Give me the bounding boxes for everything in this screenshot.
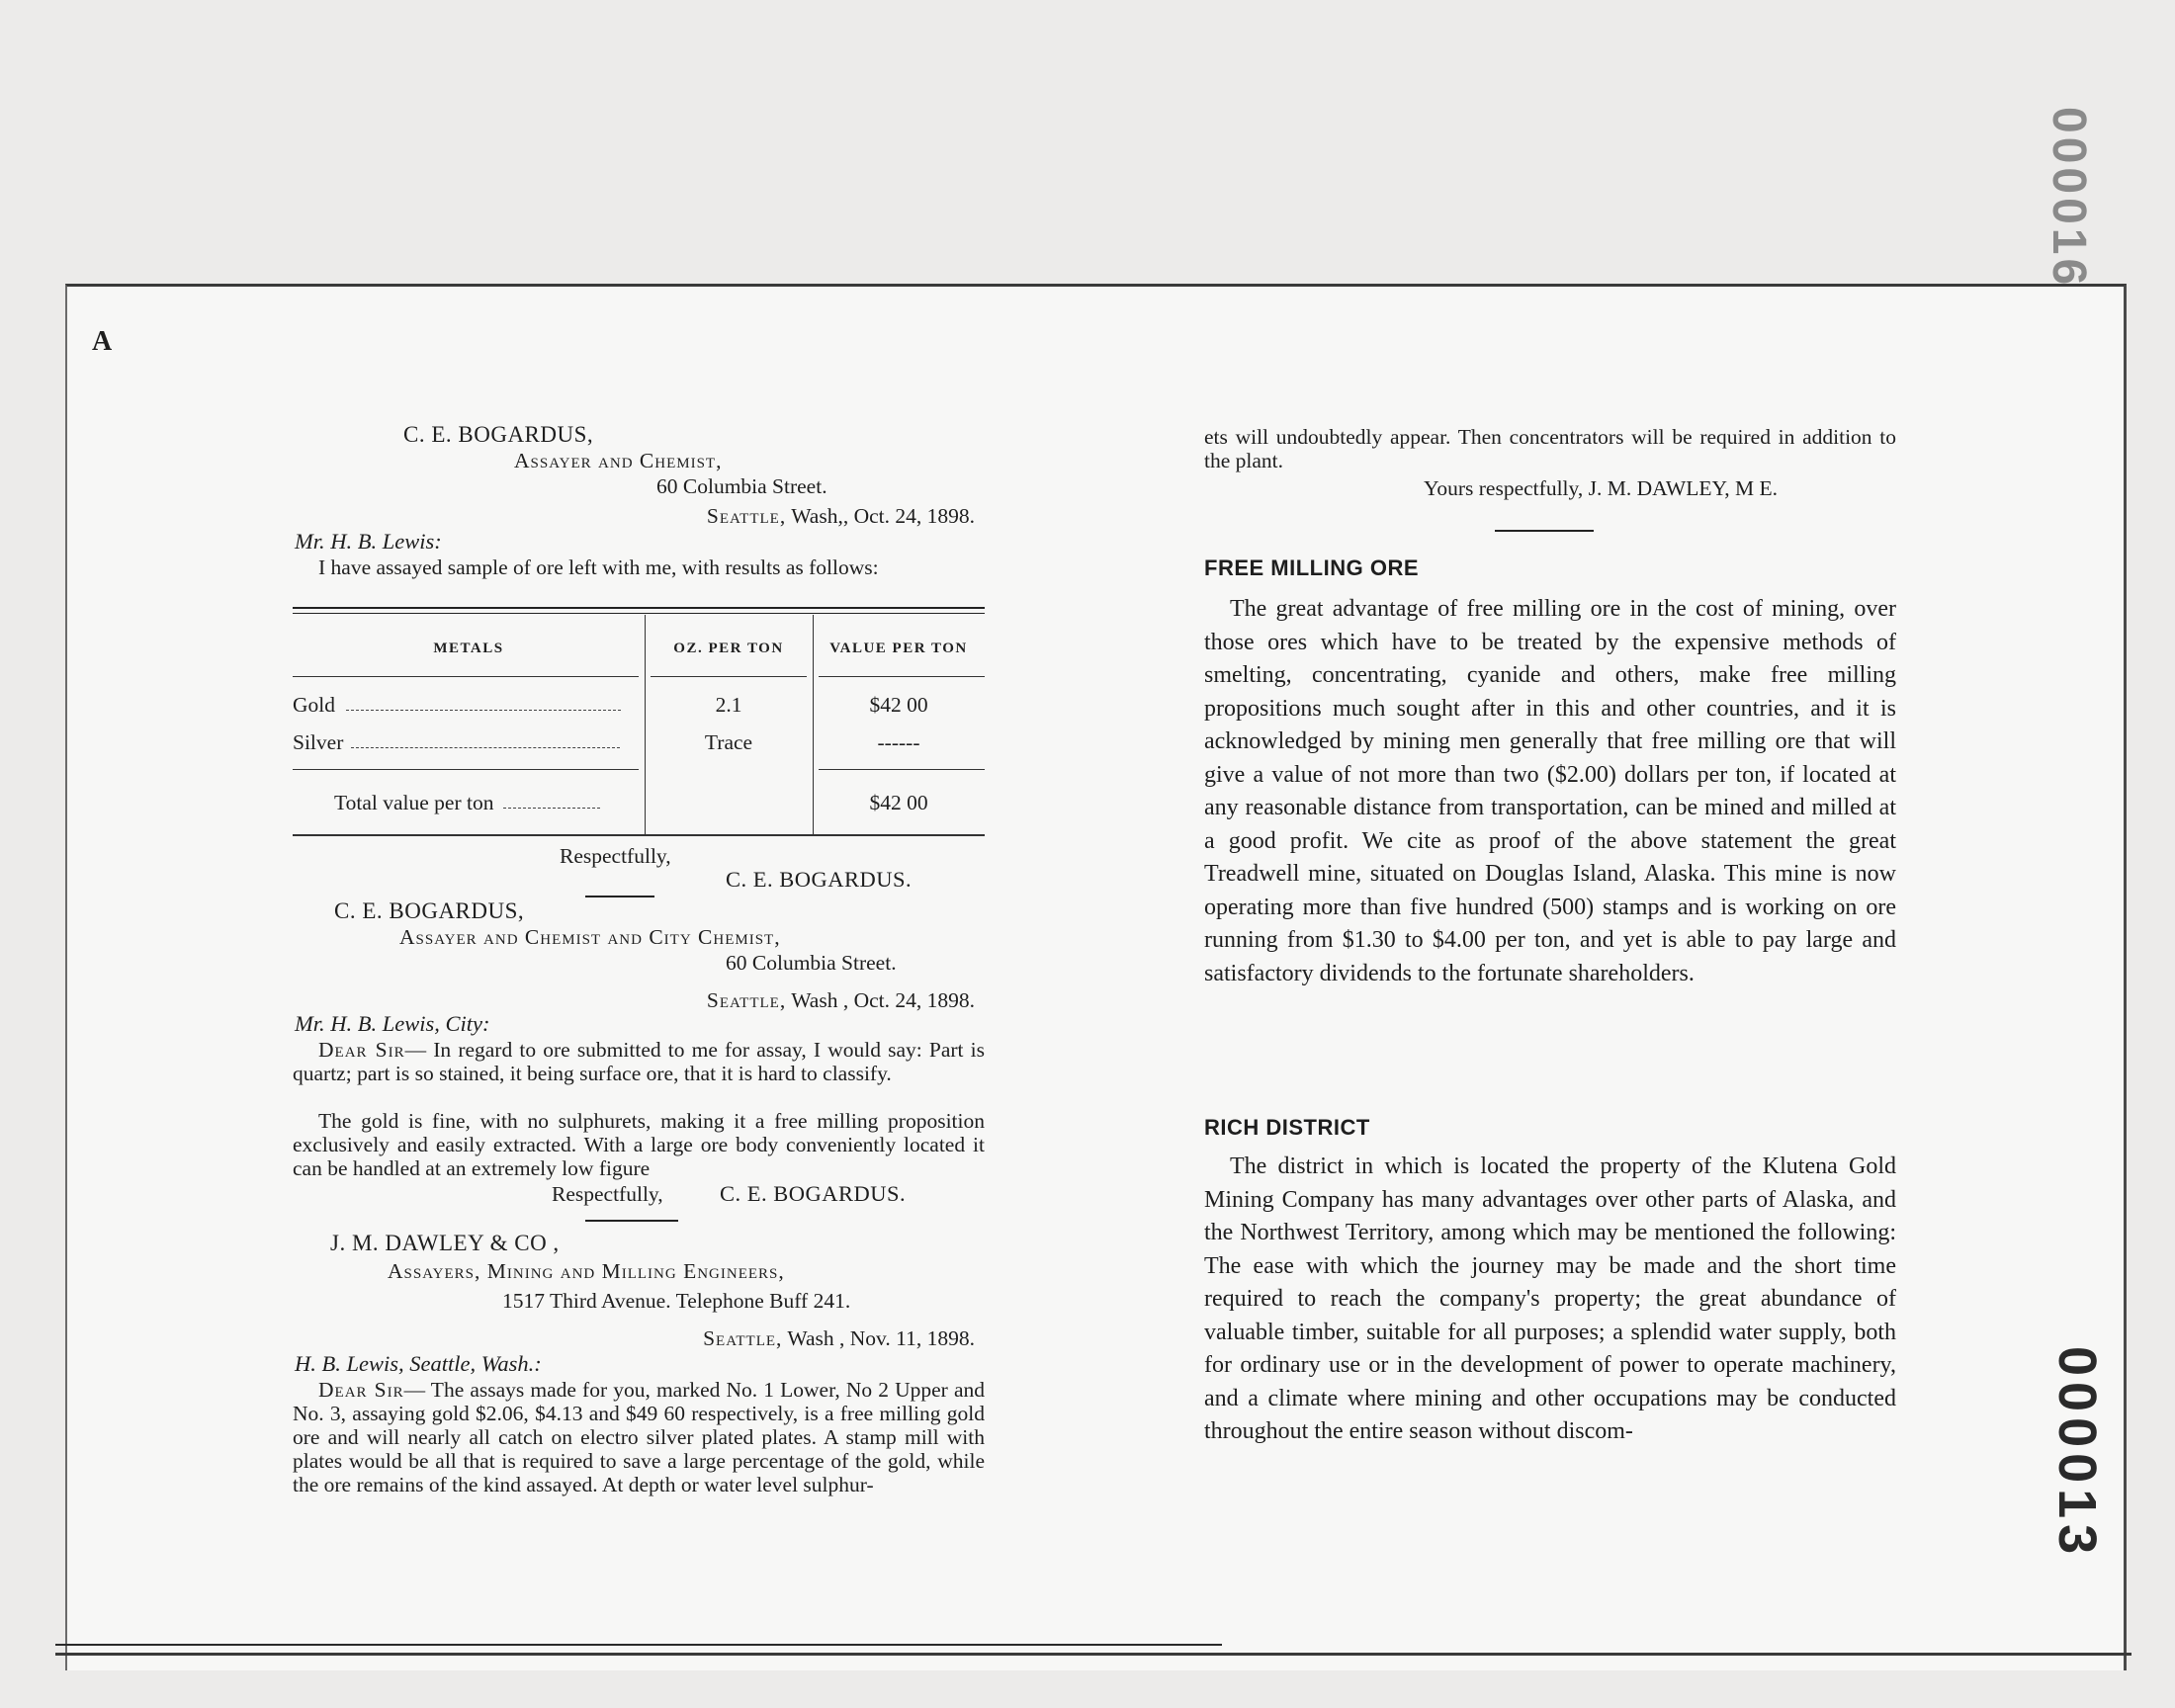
bottom-rule xyxy=(55,1644,1222,1646)
letter3-body xyxy=(293,1378,985,1496)
table-bottom-rule xyxy=(293,834,985,836)
letter3-dateline xyxy=(703,1326,975,1350)
assay-table xyxy=(293,607,985,836)
separator-rule xyxy=(585,1220,678,1222)
dear-sir: Dear Sir xyxy=(318,1038,405,1062)
section-text-rich-district: The district in which is located the property of the Klutena Gold Mining Company has many advantages over other parts of Alaska, and the Northwest Territory, among which may be mentioned the following: The ease with which the journey may be made and the short time required to reach the company's property; the great abundance of valuable timber, suitable for all purposes; a splendid water supply, both for ordinary use or in the development of power to operate machinery, and a climate where mining and other occupations may be conducted throughout the entire season without discom- xyxy=(1204,1153,1896,1444)
letter3-salutation: H. B. Lewis, Seattle, Wash.: xyxy=(295,1351,542,1376)
corner-mark: A xyxy=(92,326,113,357)
letter3-address: 1517 Third Avenue. Telephone Buff 241. xyxy=(502,1289,851,1313)
letter1-title: Assayer and Chemist, xyxy=(514,449,723,472)
total-value-cell: $42 00 xyxy=(869,791,928,814)
letter1-closing: Respectfully, xyxy=(560,844,671,868)
leader-dots xyxy=(351,741,620,748)
dear-sir: Dear Sir xyxy=(318,1378,404,1402)
letter3-city: Seattle, xyxy=(703,1326,783,1350)
letter1-address: 60 Columbia Street. xyxy=(656,474,827,498)
section-text-free-milling-ore: The great advantage of free milling ore in the cost of mining, over those ores which have to be treated by the expensive methods of smelting, concentrating, cyanide and others, make free milling propositions much sought after in this and other countries, and it is acknowledged by mining men generally that free milling ore that will give a value of not more than two ($2.00) dollars per ton, if located at any reasonable distance from transportation, can be mined and milled at a good profit. We cite as proof of the above statement the great Treadwell mine, situated on Douglas Island, Alaska. This mine is now operating more than five hundred (500) stamps and is working on ore running from $1.30 to $4.00 per ton, and yet is able to pay large and satisfactory dividends to the fortunate shareholders. xyxy=(1204,596,1896,986)
letter2-body1-text: — In regard to ore submitted to me for assay, I would say: Part is quartz; part is so stained, it being surface ore, that it is hard to classify. xyxy=(293,1038,985,1085)
table-row-silver xyxy=(293,730,620,754)
table-header-metals: METALS xyxy=(433,640,504,656)
table-row-total xyxy=(334,791,600,814)
table-top-rule xyxy=(293,607,985,614)
page-number-stamp-faded: 000016 xyxy=(2043,107,2095,290)
letter2-closing: Respectfully, xyxy=(552,1182,663,1206)
letter3-title: Assayers, Mining and Milling Engineers, xyxy=(388,1259,785,1283)
letter1-body: I have assayed sample of ore left with me, with results as follows: xyxy=(318,555,879,579)
letter3-closing: Yours respectfully, J. M. DAWLEY, M E. xyxy=(1424,476,1778,500)
table-header-rule xyxy=(651,676,807,677)
letter3-continued: ets will undoubtedly appear. Then concentrators will be required in addition to the plant. xyxy=(1204,425,1896,472)
leader-dots xyxy=(503,802,600,809)
letter1-dateline xyxy=(707,504,975,528)
letter1-date: Wash,, Oct. 24, 1898. xyxy=(791,504,975,528)
table-total-rule xyxy=(819,769,985,770)
letter2-title: Assayer and Chemist and City Chemist, xyxy=(399,925,781,949)
letter3-body-text: — The assays made for you, marked No. 1 Lower, No 2 Upper and No. 3, assaying gold $2.06, $4.13 and $49 60 respectively, is a free milling gold ore and will nearly all catch on electro silver plated plates. A stamp mill with plates would be all that is required to save a large percentage of the gold, while the ore remains of the kind assayed. At depth or water level sulphur- xyxy=(293,1378,985,1496)
letter2-salutation: Mr. H. B. Lewis, City: xyxy=(295,1011,490,1036)
separator-rule xyxy=(1495,530,1594,532)
table-header-rule xyxy=(819,676,985,677)
leader-dots xyxy=(346,704,621,711)
section-heading-rich-district: RICH DISTRICT xyxy=(1204,1115,1370,1140)
letter2-name: C. E. BOGARDUS, xyxy=(334,898,525,923)
table-total-rule xyxy=(293,769,639,770)
value-cell: ------ xyxy=(877,730,920,754)
letter2-body2: The gold is fine, with no sulphurets, making it a free milling proposition exclusively and easily extracted. With a large ore body conveniently located it can be handled at an extremely low figure xyxy=(293,1109,985,1180)
bottom-rule-outer xyxy=(55,1653,2132,1656)
oz-cell: Trace xyxy=(704,730,753,754)
letter3-date: Wash , Nov. 11, 1898. xyxy=(787,1326,975,1350)
letter2-body1 xyxy=(293,1038,985,1085)
page-number-stamp: 000013 xyxy=(2047,1346,2107,1561)
table-header-value: VALUE PER TON xyxy=(829,640,968,656)
metal-cell: Gold xyxy=(293,693,335,717)
letter1-name: C. E. BOGARDUS, xyxy=(403,422,594,447)
letter1-city: Seattle, xyxy=(706,504,787,528)
table-header-rule xyxy=(293,676,639,677)
section-heading-free-milling-ore: FREE MILLING ORE xyxy=(1204,555,1419,580)
letter1-salutation: Mr. H. B. Lewis: xyxy=(295,529,442,554)
letter2-date: Wash , Oct. 24, 1898. xyxy=(791,988,975,1012)
oz-cell: 2.1 xyxy=(715,693,742,717)
metal-cell: Silver xyxy=(293,730,344,754)
letter2-city: Seattle, xyxy=(706,988,787,1012)
value-cell: $42 00 xyxy=(869,693,928,717)
table-row-gold xyxy=(293,693,621,717)
separator-rule xyxy=(585,896,654,897)
letter2-dateline xyxy=(707,988,975,1012)
letter2-address: 60 Columbia Street. xyxy=(726,951,897,975)
letter2-signature: C. E. BOGARDUS. xyxy=(720,1181,907,1206)
total-label: Total value per ton xyxy=(334,791,494,814)
table-header-oz: OZ. PER TON xyxy=(673,640,784,656)
letter3-name: J. M. DAWLEY & CO , xyxy=(330,1231,560,1255)
letter1-signature: C. E. BOGARDUS. xyxy=(726,867,913,892)
